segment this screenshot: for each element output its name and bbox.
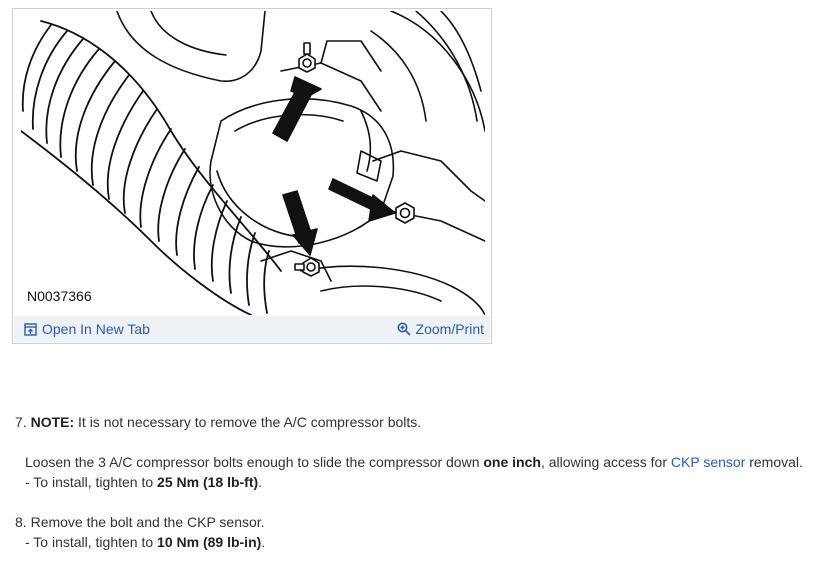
- bolt-right: [396, 203, 414, 223]
- step-number: 8.: [15, 514, 27, 530]
- torque-value: 10 Nm (89 lb-in): [157, 534, 262, 550]
- step-7-note: [15, 412, 815, 432]
- bolt-top: [299, 43, 315, 72]
- corrugated-hose: [21, 21, 281, 315]
- torque-value: 25 Nm (18 lb-ft): [157, 474, 259, 490]
- note-text: It is not necessary to remove the A/C compressor bolts.: [74, 414, 422, 430]
- figure-panel: [12, 8, 492, 344]
- install-text: - To install, tighten to: [25, 474, 158, 490]
- procedure-steps: [15, 412, 815, 552]
- figure-id-label: N0037366: [27, 288, 92, 304]
- bolt-bottom: [295, 258, 319, 276]
- zoom-print-link[interactable]: [397, 321, 484, 337]
- step-8-install: [15, 532, 815, 552]
- step-7-emphasis: one inch: [483, 454, 541, 470]
- install-text: - To install, tighten to: [25, 534, 158, 550]
- note-label: NOTE:: [30, 414, 75, 430]
- step-7-body: [15, 452, 815, 472]
- ckp-sensor-link[interactable]: CKP sensor: [670, 454, 746, 470]
- zoom-print-label: Zoom/Print: [415, 321, 484, 337]
- install-text-end: .: [258, 474, 263, 490]
- step-7-text-end: removal.: [745, 454, 803, 470]
- arrow-top: [273, 77, 321, 141]
- step-7-text: Loosen the 3 A/C compressor bolts enough to slide the compressor down: [25, 454, 484, 470]
- open-new-tab-icon: [24, 323, 37, 336]
- arrow-bottom: [283, 191, 317, 255]
- zoom-magnifier-icon: [397, 322, 411, 336]
- install-text-end: .: [261, 534, 266, 550]
- figure-toolbar: [14, 316, 490, 342]
- open-in-new-tab-label: Open In New Tab: [42, 321, 150, 337]
- open-in-new-tab-link[interactable]: [24, 321, 150, 337]
- step-7-install: [15, 472, 815, 492]
- step-8-text: Remove the bolt and the CKP sensor.: [26, 514, 265, 530]
- technical-illustration: [21, 11, 485, 315]
- step-number: 7.: [15, 414, 27, 430]
- pulley: [371, 11, 485, 131]
- step-8: [15, 512, 815, 532]
- step-7-text-mid: , allowing access for: [540, 454, 671, 470]
